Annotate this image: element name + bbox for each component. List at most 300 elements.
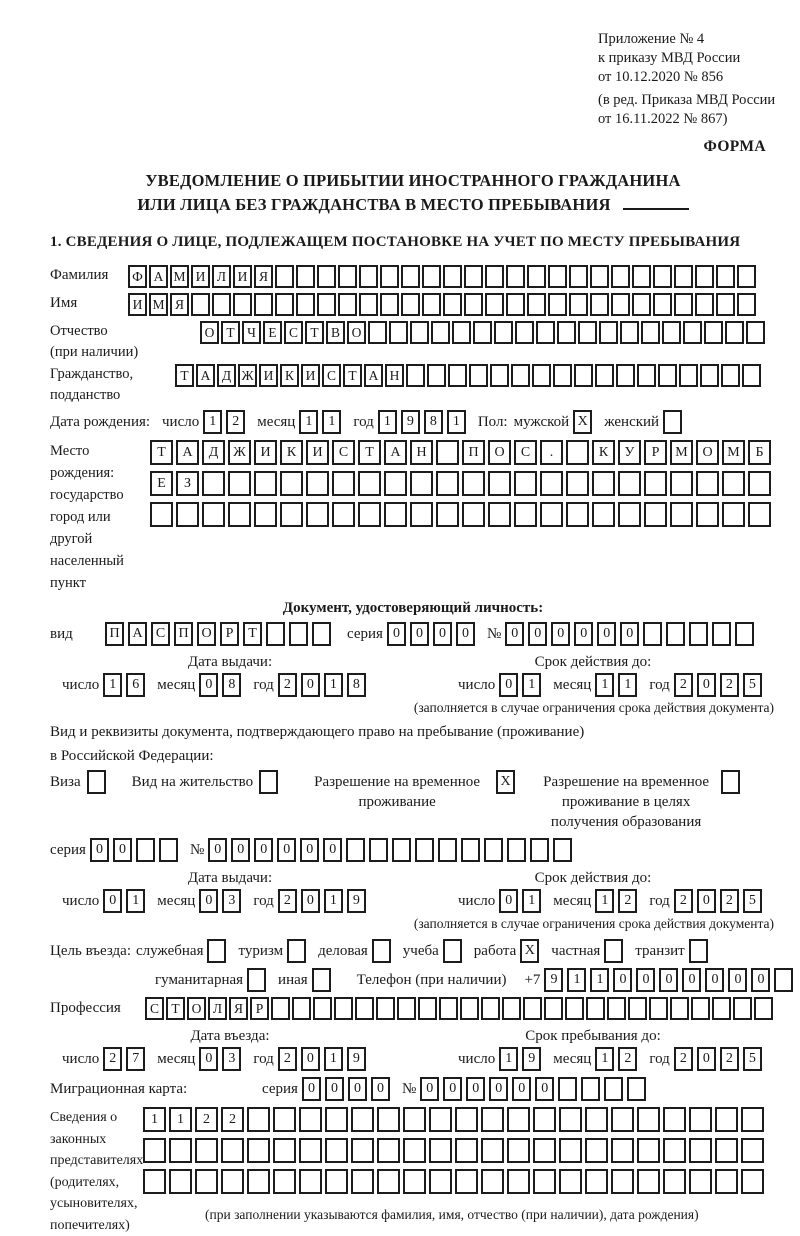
char-cell[interactable]: С (322, 364, 341, 387)
char-cell[interactable]: 2 (674, 889, 693, 913)
char-cell[interactable] (558, 1077, 577, 1101)
char-cell[interactable] (254, 471, 277, 496)
char-cell[interactable] (507, 1107, 530, 1132)
char-cell[interactable]: В (326, 321, 345, 344)
char-cell[interactable]: 0 (420, 1077, 439, 1101)
char-cell[interactable] (611, 265, 630, 288)
char-cell[interactable]: 0 (348, 1077, 367, 1101)
char-cell[interactable] (380, 265, 399, 288)
char-cell[interactable]: 2 (720, 1047, 739, 1071)
char-cell[interactable] (616, 364, 635, 387)
char-cell[interactable]: Т (175, 364, 194, 387)
char-cell[interactable] (358, 502, 381, 527)
char-cell[interactable] (280, 502, 303, 527)
char-cell[interactable] (515, 321, 534, 344)
char-cell[interactable] (312, 622, 331, 646)
char-cell[interactable] (565, 997, 584, 1020)
char-cell[interactable]: Л (212, 265, 231, 288)
char-cell[interactable] (338, 265, 357, 288)
char-cell[interactable] (150, 502, 173, 527)
char-cell[interactable] (700, 364, 719, 387)
char-cell[interactable] (611, 1169, 634, 1194)
char-cell[interactable] (574, 364, 593, 387)
char-cell[interactable] (586, 997, 605, 1020)
char-cell[interactable] (683, 321, 702, 344)
char-cell[interactable]: 0 (535, 1077, 554, 1101)
char-cell[interactable]: 1 (499, 1047, 518, 1071)
char-cell[interactable]: 0 (456, 622, 475, 646)
char-cell[interactable] (620, 321, 639, 344)
char-cell[interactable] (737, 265, 756, 288)
char-cell[interactable] (403, 1107, 426, 1132)
char-cell[interactable]: 0 (697, 1047, 716, 1071)
char-cell[interactable] (490, 364, 509, 387)
char-cell[interactable]: С (145, 997, 164, 1020)
char-cell[interactable] (306, 471, 329, 496)
char-cell[interactable] (566, 502, 589, 527)
char-cell[interactable]: Ф (128, 265, 147, 288)
char-cell[interactable] (566, 471, 589, 496)
char-cell[interactable] (670, 997, 689, 1020)
char-cell[interactable]: 0 (302, 1077, 321, 1101)
char-cell[interactable] (325, 1169, 348, 1194)
char-cell[interactable] (392, 838, 411, 862)
char-cell[interactable] (289, 622, 308, 646)
char-cell[interactable] (662, 321, 681, 344)
char-cell[interactable]: 1 (169, 1107, 192, 1132)
char-cell[interactable]: У (618, 440, 641, 465)
char-cell[interactable] (351, 1169, 374, 1194)
char-cell[interactable] (176, 502, 199, 527)
char-cell[interactable]: К (280, 364, 299, 387)
char-cell[interactable]: 6 (126, 673, 145, 697)
char-cell[interactable] (689, 1169, 712, 1194)
char-cell[interactable]: 0 (728, 968, 747, 992)
char-cell[interactable] (332, 471, 355, 496)
char-cell[interactable] (233, 293, 252, 316)
char-cell[interactable] (689, 622, 708, 646)
char-cell[interactable]: 9 (347, 889, 366, 913)
char-cell[interactable] (169, 1138, 192, 1163)
char-cell[interactable] (643, 622, 662, 646)
char-cell[interactable] (273, 1107, 296, 1132)
char-cell[interactable]: А (196, 364, 215, 387)
char-cell[interactable] (438, 838, 457, 862)
char-cell[interactable] (427, 364, 446, 387)
char-cell[interactable] (627, 1077, 646, 1101)
char-cell[interactable]: 9 (401, 410, 420, 434)
char-cell[interactable]: 1 (299, 410, 318, 434)
char-cell[interactable] (618, 502, 641, 527)
char-cell[interactable]: 1 (378, 410, 397, 434)
char-cell[interactable]: 0 (682, 968, 701, 992)
char-cell[interactable]: Д (202, 440, 225, 465)
char-cell[interactable] (540, 471, 563, 496)
char-cell[interactable] (355, 997, 374, 1020)
char-cell[interactable] (590, 265, 609, 288)
char-cell[interactable] (429, 1107, 452, 1132)
char-cell[interactable] (221, 1169, 244, 1194)
char-cell[interactable]: 1 (324, 1047, 343, 1071)
char-cell[interactable] (280, 471, 303, 496)
char-cell[interactable] (674, 293, 693, 316)
char-cell[interactable] (604, 939, 623, 963)
char-cell[interactable]: С (514, 440, 537, 465)
char-cell[interactable]: 0 (620, 622, 639, 646)
char-cell[interactable]: Я (229, 997, 248, 1020)
char-cell[interactable]: 0 (574, 622, 593, 646)
char-cell[interactable] (748, 471, 771, 496)
char-cell[interactable] (649, 997, 668, 1020)
char-cell[interactable] (733, 997, 752, 1020)
char-cell[interactable]: 0 (551, 622, 570, 646)
char-cell[interactable] (632, 265, 651, 288)
char-cell[interactable] (507, 1169, 530, 1194)
char-cell[interactable] (207, 939, 226, 963)
char-cell[interactable]: 2 (674, 1047, 693, 1071)
char-cell[interactable]: 0 (371, 1077, 390, 1101)
char-cell[interactable]: С (332, 440, 355, 465)
char-cell[interactable]: 0 (231, 838, 250, 862)
char-cell[interactable] (436, 471, 459, 496)
char-cell[interactable] (299, 1169, 322, 1194)
char-cell[interactable] (254, 293, 273, 316)
char-cell[interactable] (254, 502, 277, 527)
char-cell[interactable] (689, 939, 708, 963)
char-cell[interactable]: Ж (228, 440, 251, 465)
char-cell[interactable]: 0 (208, 838, 227, 862)
char-cell[interactable] (536, 321, 555, 344)
char-cell[interactable] (469, 364, 488, 387)
char-cell[interactable]: Т (150, 440, 173, 465)
char-cell[interactable] (674, 265, 693, 288)
char-cell[interactable]: 8 (222, 673, 241, 697)
char-cell[interactable]: И (254, 440, 277, 465)
char-cell[interactable]: Я (170, 293, 189, 316)
char-cell[interactable] (663, 1138, 686, 1163)
char-cell[interactable]: 1 (595, 889, 614, 913)
char-cell[interactable]: Ч (242, 321, 261, 344)
char-cell[interactable] (644, 502, 667, 527)
char-cell[interactable] (87, 770, 106, 794)
char-cell[interactable] (228, 471, 251, 496)
char-cell[interactable]: Н (385, 364, 404, 387)
char-cell[interactable]: М (670, 440, 693, 465)
char-cell[interactable]: 5 (743, 1047, 762, 1071)
char-cell[interactable]: 0 (636, 968, 655, 992)
char-cell[interactable] (406, 364, 425, 387)
char-cell[interactable] (644, 471, 667, 496)
char-cell[interactable] (410, 502, 433, 527)
char-cell[interactable]: 8 (424, 410, 443, 434)
char-cell[interactable] (712, 622, 731, 646)
char-cell[interactable] (325, 1107, 348, 1132)
char-cell[interactable]: 1 (447, 410, 466, 434)
char-cell[interactable] (590, 293, 609, 316)
char-cell[interactable] (670, 471, 693, 496)
char-cell[interactable]: 2 (278, 673, 297, 697)
char-cell[interactable] (679, 364, 698, 387)
char-cell[interactable] (696, 471, 719, 496)
char-cell[interactable] (380, 293, 399, 316)
char-cell[interactable] (462, 471, 485, 496)
char-cell[interactable] (377, 1169, 400, 1194)
char-cell[interactable] (359, 293, 378, 316)
char-cell[interactable] (553, 838, 572, 862)
char-cell[interactable]: 0 (277, 838, 296, 862)
char-cell[interactable] (351, 1138, 374, 1163)
char-cell[interactable] (448, 364, 467, 387)
char-cell[interactable] (559, 1169, 582, 1194)
char-cell[interactable] (553, 364, 572, 387)
char-cell[interactable] (715, 1169, 738, 1194)
char-cell[interactable] (585, 1169, 608, 1194)
char-cell[interactable] (704, 321, 723, 344)
char-cell[interactable] (452, 321, 471, 344)
char-cell[interactable]: О (197, 622, 216, 646)
char-cell[interactable]: 2 (278, 889, 297, 913)
char-cell[interactable]: И (306, 440, 329, 465)
char-cell[interactable]: 0 (254, 838, 273, 862)
char-cell[interactable] (221, 1138, 244, 1163)
char-cell[interactable]: М (149, 293, 168, 316)
char-cell[interactable] (484, 838, 503, 862)
char-cell[interactable] (663, 1169, 686, 1194)
char-cell[interactable] (397, 997, 416, 1020)
char-cell[interactable]: Т (166, 997, 185, 1020)
char-cell[interactable]: 0 (613, 968, 632, 992)
char-cell[interactable] (443, 939, 462, 963)
char-cell[interactable]: И (259, 364, 278, 387)
char-cell[interactable] (485, 293, 504, 316)
char-cell[interactable] (746, 321, 765, 344)
char-cell[interactable] (485, 265, 504, 288)
char-cell[interactable] (369, 838, 388, 862)
char-cell[interactable]: 0 (90, 838, 109, 862)
char-cell[interactable] (259, 770, 278, 794)
char-cell[interactable] (418, 997, 437, 1020)
char-cell[interactable] (527, 293, 546, 316)
char-cell[interactable] (481, 997, 500, 1020)
char-cell[interactable]: 0 (300, 838, 319, 862)
char-cell[interactable] (637, 364, 656, 387)
char-cell[interactable]: П (174, 622, 193, 646)
char-cell[interactable] (748, 502, 771, 527)
char-cell[interactable] (271, 997, 290, 1020)
char-cell[interactable] (429, 1169, 452, 1194)
char-cell[interactable] (212, 293, 231, 316)
char-cell[interactable]: М (170, 265, 189, 288)
char-cell[interactable]: Ж (238, 364, 257, 387)
char-cell[interactable]: 2 (103, 1047, 122, 1071)
char-cell[interactable]: 1 (522, 673, 541, 697)
char-cell[interactable] (604, 1077, 623, 1101)
char-cell[interactable] (488, 502, 511, 527)
char-cell[interactable]: Т (243, 622, 262, 646)
char-cell[interactable] (334, 997, 353, 1020)
char-cell[interactable]: 0 (597, 622, 616, 646)
char-cell[interactable] (742, 364, 761, 387)
char-cell[interactable] (273, 1138, 296, 1163)
char-cell[interactable] (359, 265, 378, 288)
char-cell[interactable] (159, 838, 178, 862)
char-cell[interactable] (287, 939, 306, 963)
char-cell[interactable] (338, 293, 357, 316)
char-cell[interactable] (533, 1107, 556, 1132)
char-cell[interactable] (735, 622, 754, 646)
char-cell[interactable] (533, 1169, 556, 1194)
char-cell[interactable] (376, 997, 395, 1020)
char-cell[interactable] (247, 1169, 270, 1194)
char-cell[interactable] (377, 1138, 400, 1163)
char-cell[interactable] (299, 1138, 322, 1163)
char-cell[interactable] (691, 997, 710, 1020)
char-cell[interactable]: К (592, 440, 615, 465)
char-cell[interactable]: 1 (324, 889, 343, 913)
char-cell[interactable]: 0 (659, 968, 678, 992)
char-cell[interactable] (455, 1138, 478, 1163)
char-cell[interactable]: И (191, 265, 210, 288)
char-cell[interactable]: Р (644, 440, 667, 465)
char-cell[interactable]: 0 (751, 968, 770, 992)
char-cell[interactable] (436, 502, 459, 527)
char-cell[interactable]: Т (343, 364, 362, 387)
char-cell[interactable] (429, 1138, 452, 1163)
char-cell[interactable] (611, 1138, 634, 1163)
char-cell[interactable] (695, 293, 714, 316)
char-cell[interactable]: 0 (443, 1077, 462, 1101)
char-cell[interactable] (592, 502, 615, 527)
char-cell[interactable]: С (151, 622, 170, 646)
char-cell[interactable] (741, 1169, 764, 1194)
char-cell[interactable] (312, 968, 331, 992)
char-cell[interactable] (637, 1107, 660, 1132)
char-cell[interactable]: А (384, 440, 407, 465)
char-cell[interactable]: 2 (195, 1107, 218, 1132)
char-cell[interactable] (507, 1138, 530, 1163)
char-cell[interactable] (595, 364, 614, 387)
char-cell[interactable] (473, 321, 492, 344)
char-cell[interactable]: М (722, 440, 745, 465)
char-cell[interactable]: 2 (618, 1047, 637, 1071)
char-cell[interactable]: Н (410, 440, 433, 465)
char-cell[interactable]: 1 (126, 889, 145, 913)
char-cell[interactable] (299, 1107, 322, 1132)
char-cell[interactable] (410, 321, 429, 344)
char-cell[interactable]: 5 (743, 889, 762, 913)
char-cell[interactable] (494, 321, 513, 344)
char-cell[interactable]: О (187, 997, 206, 1020)
char-cell[interactable] (637, 1138, 660, 1163)
char-cell[interactable]: 0 (301, 673, 320, 697)
char-cell[interactable] (506, 265, 525, 288)
char-cell[interactable] (722, 471, 745, 496)
char-cell[interactable] (532, 364, 551, 387)
char-cell[interactable]: 0 (410, 622, 429, 646)
char-cell[interactable]: 1 (143, 1107, 166, 1132)
char-cell[interactable]: О (200, 321, 219, 344)
char-cell[interactable]: 0 (505, 622, 524, 646)
char-cell[interactable] (464, 293, 483, 316)
char-cell[interactable] (641, 321, 660, 344)
char-cell[interactable] (585, 1138, 608, 1163)
char-cell[interactable] (422, 293, 441, 316)
char-cell[interactable] (368, 321, 387, 344)
char-cell[interactable] (653, 293, 672, 316)
char-cell[interactable] (346, 838, 365, 862)
char-cell[interactable] (548, 265, 567, 288)
char-cell[interactable]: 0 (199, 673, 218, 697)
char-cell[interactable] (507, 838, 526, 862)
char-cell[interactable] (559, 1138, 582, 1163)
char-cell[interactable]: О (488, 440, 511, 465)
char-cell[interactable] (169, 1169, 192, 1194)
char-cell[interactable] (377, 1107, 400, 1132)
char-cell[interactable] (296, 293, 315, 316)
char-cell[interactable] (716, 265, 735, 288)
char-cell[interactable] (548, 293, 567, 316)
char-cell[interactable]: Р (220, 622, 239, 646)
char-cell[interactable] (415, 838, 434, 862)
char-cell[interactable] (632, 293, 651, 316)
char-cell[interactable] (403, 1169, 426, 1194)
char-cell[interactable] (607, 997, 626, 1020)
char-cell[interactable]: 0 (387, 622, 406, 646)
char-cell[interactable]: О (347, 321, 366, 344)
char-cell[interactable] (431, 321, 450, 344)
char-cell[interactable] (557, 321, 576, 344)
char-cell[interactable]: Я (254, 265, 273, 288)
char-cell[interactable] (401, 265, 420, 288)
char-cell[interactable]: Е (150, 471, 173, 496)
char-cell[interactable]: 1 (590, 968, 609, 992)
char-cell[interactable] (247, 968, 266, 992)
char-cell[interactable] (689, 1138, 712, 1163)
char-cell[interactable]: 0 (113, 838, 132, 862)
char-cell[interactable] (599, 321, 618, 344)
char-cell[interactable]: 0 (301, 889, 320, 913)
char-cell[interactable] (715, 1138, 738, 1163)
char-cell[interactable] (351, 1107, 374, 1132)
char-cell[interactable] (581, 1077, 600, 1101)
char-cell[interactable] (443, 293, 462, 316)
char-cell[interactable] (488, 471, 511, 496)
char-cell[interactable]: 1 (618, 673, 637, 697)
char-cell[interactable]: Л (208, 997, 227, 1020)
char-cell[interactable] (247, 1138, 270, 1163)
char-cell[interactable]: 0 (512, 1077, 531, 1101)
char-cell[interactable] (455, 1169, 478, 1194)
char-cell[interactable] (506, 293, 525, 316)
char-cell[interactable] (696, 502, 719, 527)
char-cell[interactable] (195, 1169, 218, 1194)
char-cell[interactable] (481, 1138, 504, 1163)
char-cell[interactable]: 0 (325, 1077, 344, 1101)
char-cell[interactable]: X (573, 410, 592, 434)
char-cell[interactable] (741, 1107, 764, 1132)
char-cell[interactable]: 0 (199, 1047, 218, 1071)
char-cell[interactable] (754, 997, 773, 1020)
char-cell[interactable]: А (364, 364, 383, 387)
char-cell[interactable]: 3 (222, 1047, 241, 1071)
char-cell[interactable] (443, 265, 462, 288)
char-cell[interactable]: О (696, 440, 719, 465)
char-cell[interactable]: 0 (489, 1077, 508, 1101)
char-cell[interactable] (462, 502, 485, 527)
char-cell[interactable]: 0 (103, 889, 122, 913)
char-cell[interactable]: Д (217, 364, 236, 387)
char-cell[interactable] (721, 364, 740, 387)
